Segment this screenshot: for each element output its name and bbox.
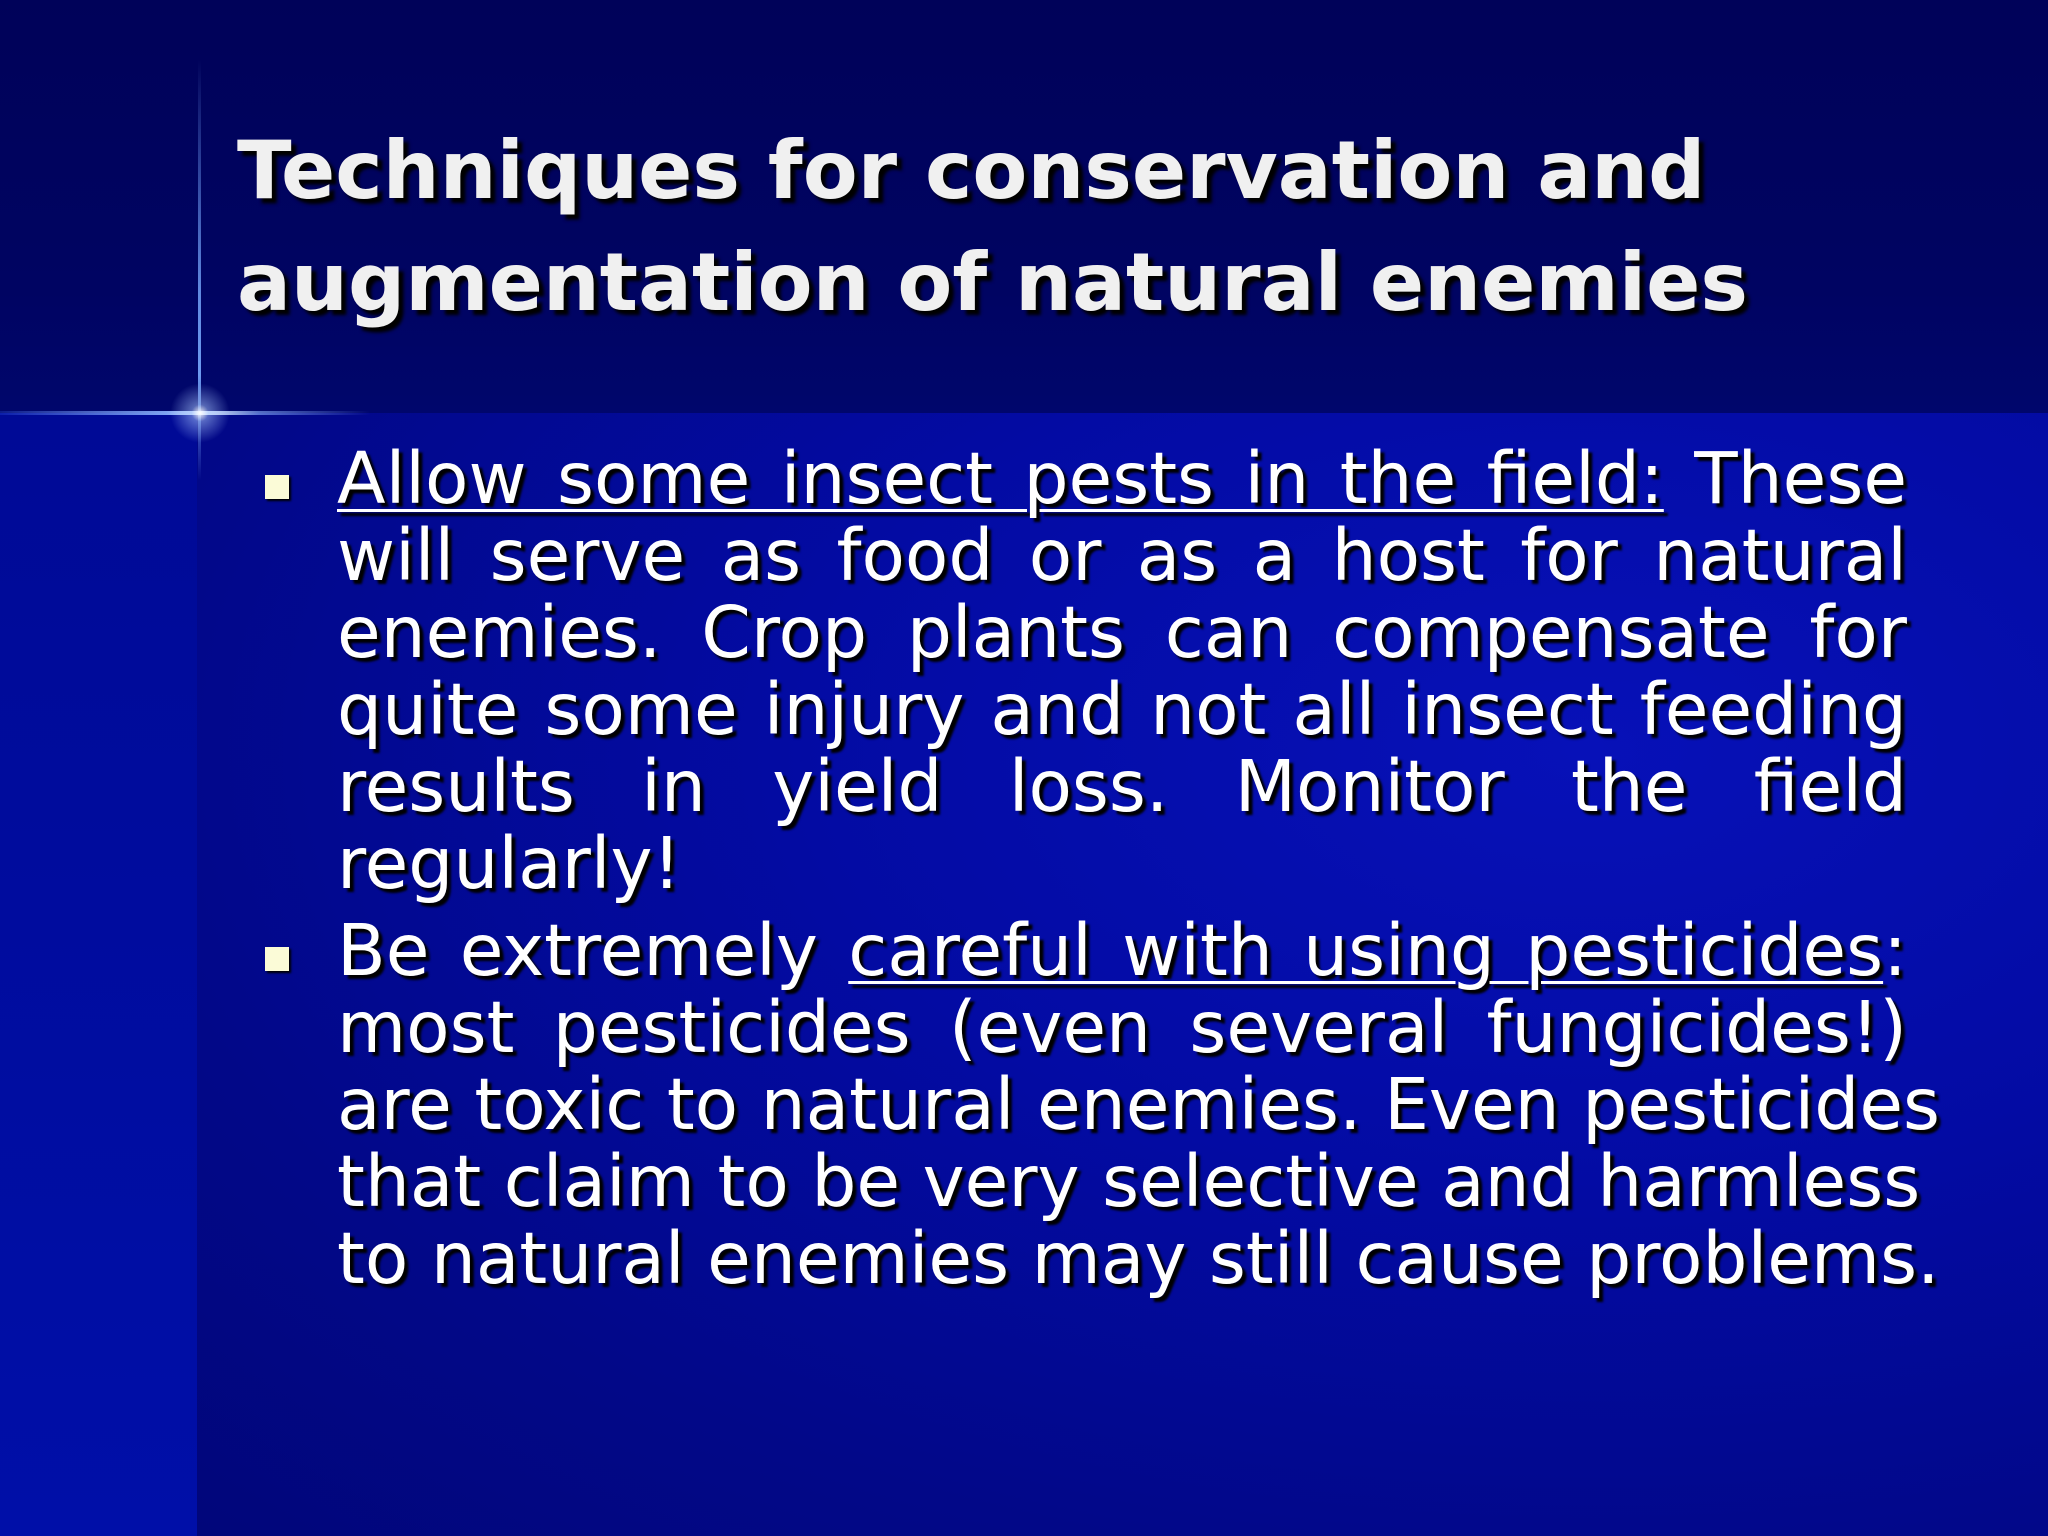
- bullet-line: that claim to be very selective and harmless: [337, 1140, 1921, 1223]
- bullet-line: quite some injury and not all insect feeding: [337, 668, 1907, 751]
- bullet-line: [337, 909, 1908, 992]
- bullet-line: most pesticides (even several fungicides!): [337, 986, 1907, 1069]
- square-bullet-icon: [265, 947, 289, 971]
- left-stripe: [0, 413, 197, 1536]
- decorative-star-glow: [170, 383, 230, 443]
- title-line-2: augmentation of natural enemies: [237, 236, 1749, 329]
- title-line-1: Techniques for conservation and: [237, 124, 1706, 217]
- bullet-text: [337, 437, 1908, 905]
- slide-title: [237, 115, 1957, 339]
- bullet-item-careful-pesticides: [263, 909, 1941, 1300]
- bullet-line: [337, 437, 1908, 520]
- text-run: Be extremely: [337, 909, 849, 992]
- bullet-text: [337, 909, 1941, 1300]
- text-run: :: [1883, 909, 1908, 992]
- bullet-line: regularly!: [337, 822, 682, 905]
- bullet-list: [263, 437, 1941, 1307]
- square-bullet-icon: [265, 475, 289, 499]
- underlined-heading: Allow some insect pests in the field:: [337, 437, 1664, 520]
- bullet-line: are toxic to natural enemies. Even pesticides: [337, 1063, 1941, 1146]
- bullet-line: enemies. Crop plants can compensate for: [337, 591, 1907, 674]
- bullet-line: results in yield loss. Monitor the field: [337, 745, 1907, 828]
- bullet-line: to natural enemies may still cause problems.: [337, 1217, 1940, 1300]
- text-run: These: [1663, 437, 1908, 520]
- bullet-item-allow-pests: [263, 437, 1908, 905]
- bullet-line: will serve as food or as a host for natural: [337, 514, 1907, 597]
- underlined-heading: careful with using pesticides: [848, 909, 1884, 992]
